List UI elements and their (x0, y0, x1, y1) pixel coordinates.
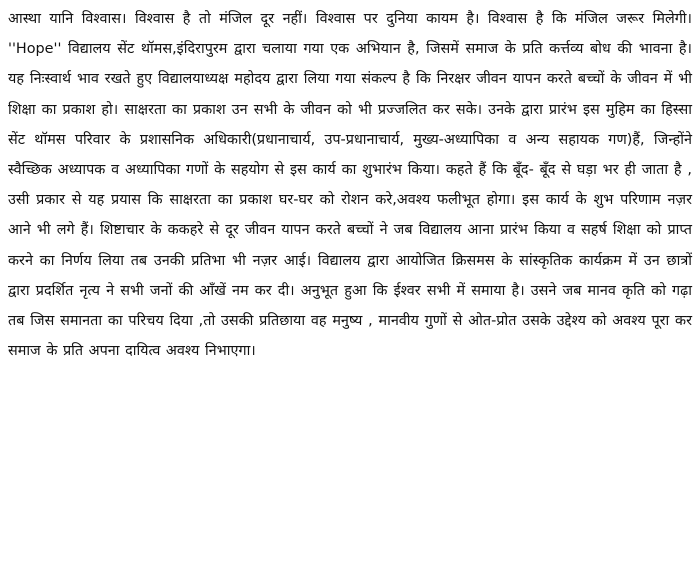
body-paragraph: आस्था यानि विश्वास। विश्वास है तो मंजिल दूर नहीं। विश्वास पर दुनिया कायम है। विश्वास है कि मंजिल जरूर मिलेगी। ''Hope'' विद्यालय सेंट थॉमस,इंदिरापुरम द्वारा चलाया गया एक अभियान है, जिसमें समाज के प्रति कर्त्तव्य बोध की भावना है। यह निःस्वार्थ भाव रखते हुए विद्यालयाध्यक्ष महोदय द्वारा लिया गया संकल्प है कि निरक्षर जीवन यापन करते बच्चों के जीवन में भी शिक्षा का प्रकाश हो। साक्षरता का प्रकाश उन सभी के जीवन को भी प्रज्जलित कर सके। उनके द्वारा प्रारंभ इस मुहिम का हिस्सा सेंट थॉमस परिवार के प्रशासनिक अधिकारी(प्रधानाचार्य, उप-प्रधानाचार्य, मुख्य-अध्यापिका व अन्य सहायक गण)हैं, जिन्होंने स्वैच्छिक अध्यापक व अध्यापिका गणों के सहयोग से इस कार्य का शुभारंभ किया। कहते हैं कि बूँद- बूँद से घड़ा भर ही जाता है , उसी प्रकार से यह प्रयास कि साक्षरता का प्रकाश घर-घर को रोशन करे,अवश्य फलीभूत होगा। इस कार्य के शुभ परिणाम नज़र आने भी लगे हैं। शिष्टाचार के ककहरे से दूर जीवन यापन करते बच्चों ने जब विद्यालय आना प्रारंभ किया व सहर्ष शिक्षा को प्राप्त करने का निर्णय लिया तब उनकी प्रतिभा भी नज़र आई। विद्यालय द्वारा आयोजित क्रिसमस के सांस्कृतिक कार्यक्रम में उन छात्रों द्वारा प्रदर्शित नृत्य ने सभी जनों की आँखें नम कर दी। अनुभूत हुआ कि ईश्वर सभी में समाया है। उसने जब मानव कृति को गढ़ा तब जिस समानता का परिचय दिया ,तो उसकी प्रतिछाया वह मनुष्य , मानवीय गुणों से ओत-प्रोत उसके उद्देश्य को अवश्य पूरा कर समाज के प्रति अपना दायित्व अवश्य निभाएगा। (8, 11, 692, 360)
